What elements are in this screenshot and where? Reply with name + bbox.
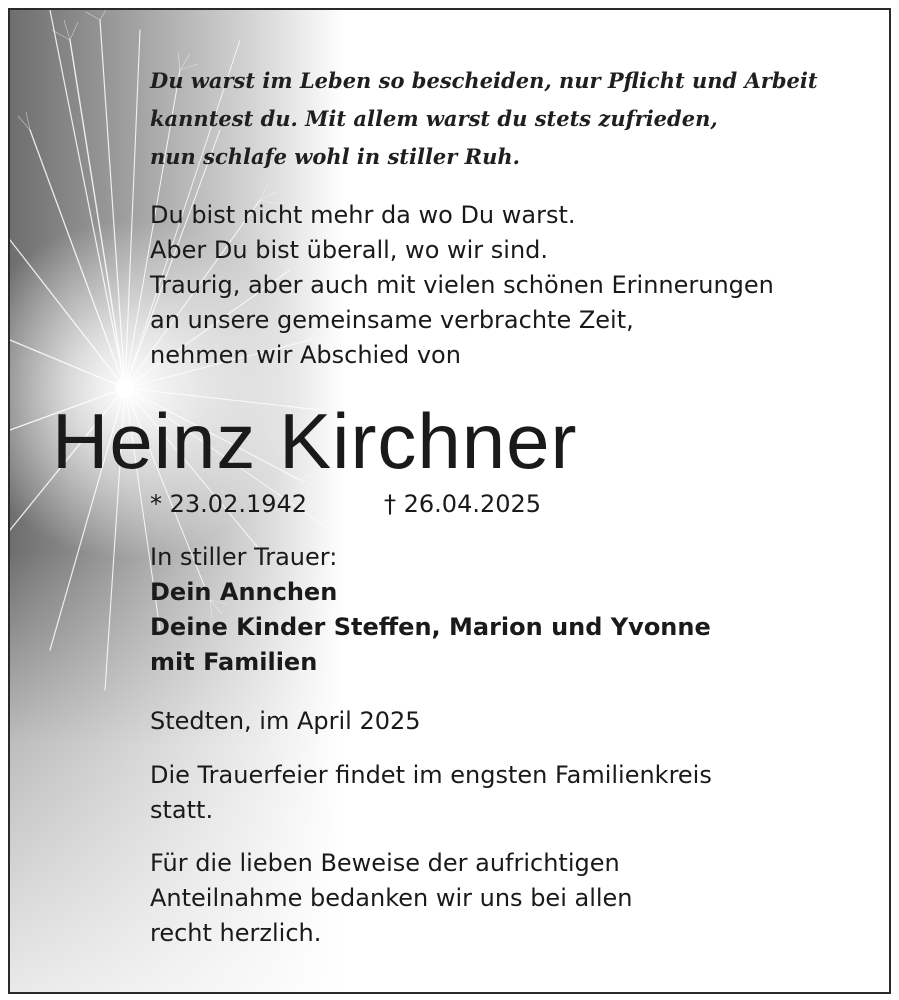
death-date: † 26.04.2025: [384, 490, 542, 518]
verse-line: Du warst im Leben so bescheiden, nur Pflicht und Arbeit: [150, 68, 818, 93]
farewell-line: Traurig, aber auch mit vielen schönen Erinnerungen: [150, 271, 774, 299]
birth-date: * 23.02.1942: [150, 490, 308, 518]
life-dates: [150, 488, 542, 520]
farewell-line: an unsere gemeinsame verbrachte Zeit,: [150, 306, 634, 334]
mourners-heading: In stiller Trauer:: [150, 543, 338, 571]
funeral-line: Die Trauerfeier findet im engsten Familienkreis: [150, 761, 712, 789]
thanks-notice: [150, 846, 633, 951]
obituary-frame: [8, 8, 891, 994]
mourner-name: Dein Annchen: [150, 578, 338, 606]
place-and-date: Stedten, im April 2025: [150, 707, 421, 735]
farewell-line: nehmen wir Abschied von: [150, 341, 461, 369]
verse-line: nun schlafe wohl in stiller Ruh.: [150, 144, 520, 169]
thanks-line: Anteilnahme bedanken wir uns bei allen: [150, 884, 633, 912]
farewell-line: Du bist nicht mehr da wo Du warst.: [150, 201, 576, 229]
farewell-text: [150, 198, 774, 373]
deceased-name: Heinz Kirchner: [52, 397, 578, 485]
mourners-section: [150, 540, 711, 680]
mourner-name: Deine Kinder Steffen, Marion und Yvonne: [150, 613, 711, 641]
funeral-line: statt.: [150, 796, 214, 824]
thanks-line: Für die lieben Beweise der aufrichtigen: [150, 849, 620, 877]
mourner-name: mit Familien: [150, 648, 318, 676]
verse-line: kanntest du. Mit allem warst du stets zufrieden,: [150, 106, 718, 131]
memorial-verse: [150, 62, 818, 176]
obituary-content: [10, 10, 889, 992]
thanks-line: recht herzlich.: [150, 919, 322, 947]
funeral-notice: [150, 758, 712, 828]
farewell-line: Aber Du bist überall, wo wir sind.: [150, 236, 549, 264]
